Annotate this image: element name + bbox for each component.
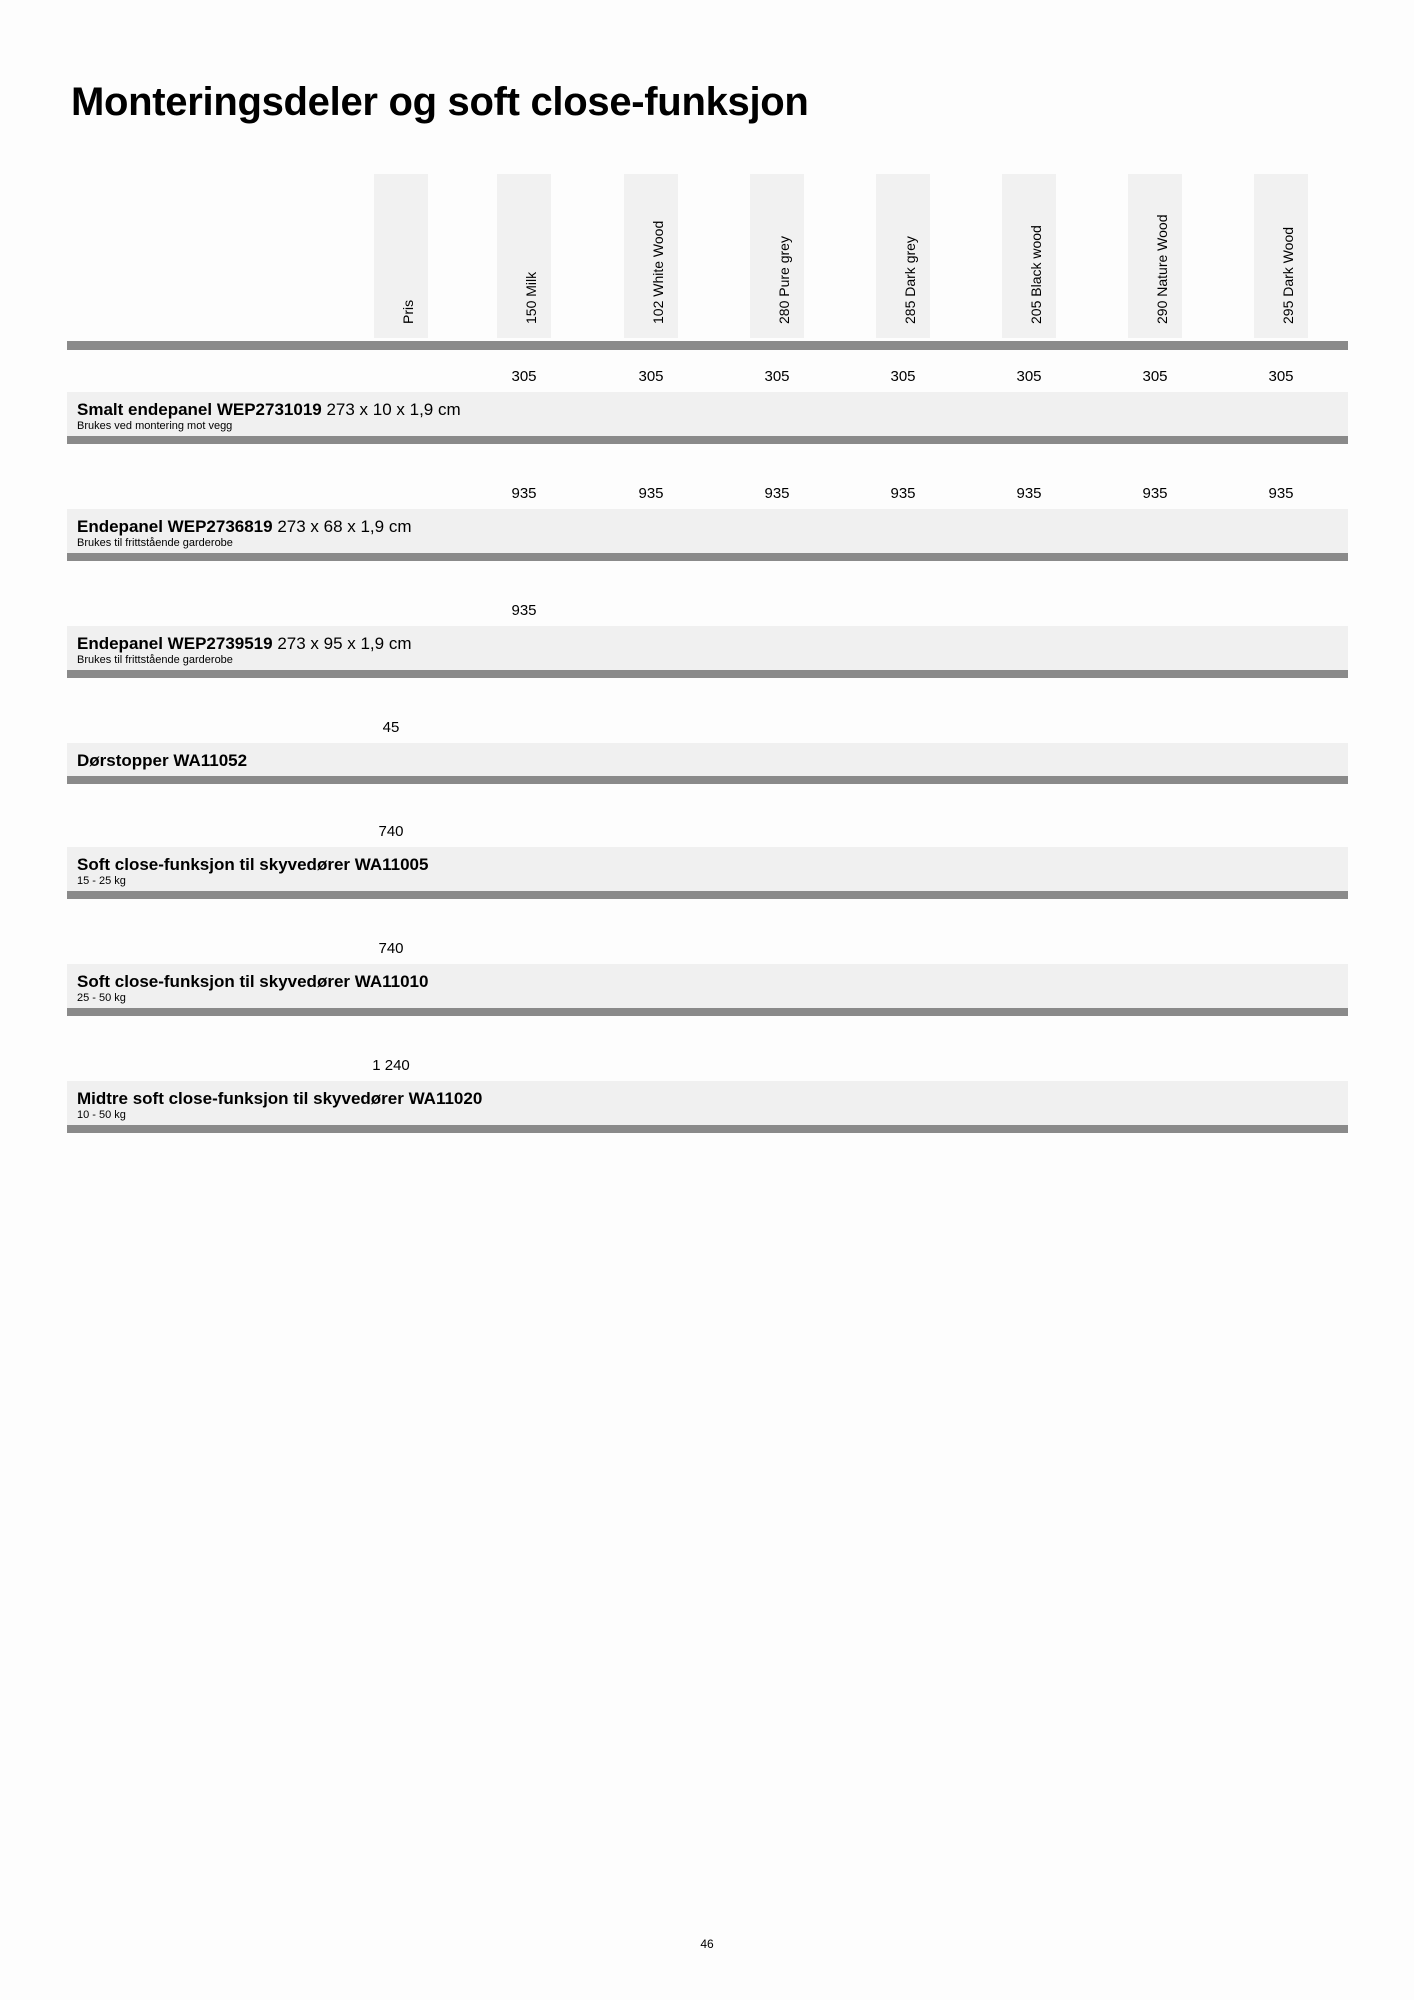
price-cell: 935 — [1268, 485, 1294, 502]
price-cell: 935 — [764, 485, 790, 502]
column-header-label: 280 Pure grey — [776, 236, 792, 324]
price-cell: 935 — [1016, 485, 1042, 502]
column-header — [374, 174, 428, 338]
price-cell: 740 — [378, 823, 404, 840]
price-cell: 305 — [1268, 368, 1294, 385]
product-block — [67, 940, 1348, 1057]
product-name-line — [77, 855, 428, 875]
product-name: Midtre soft close-funksjon til skyvedører WA11020 — [77, 1089, 483, 1108]
product-name: Endepanel WEP2739519 — [77, 634, 273, 653]
product-row — [67, 847, 1348, 899]
product-row — [67, 743, 1348, 784]
product-name: Soft close-funksjon til skyvedører WA11005 — [77, 855, 429, 874]
product-name: Endepanel WEP2736819 — [77, 517, 273, 536]
column-header — [1254, 174, 1308, 338]
product-block — [67, 485, 1348, 602]
product-row — [67, 964, 1348, 1016]
product-block — [67, 823, 1348, 940]
page-title: Monteringsdeler og soft close-funksjon — [71, 80, 809, 124]
column-header — [624, 174, 678, 338]
product-row — [67, 509, 1348, 561]
product-description: 10 - 50 kg — [77, 1109, 126, 1121]
column-header-label: Pris — [400, 299, 416, 324]
column-header — [1128, 174, 1182, 338]
price-cell: 45 — [382, 719, 400, 736]
page-number: 46 — [700, 1937, 714, 1951]
header-divider — [67, 341, 1348, 350]
price-cell: 305 — [1142, 368, 1168, 385]
product-description: 15 - 25 kg — [77, 875, 126, 887]
product-block — [67, 719, 1348, 836]
product-name: Soft close-funksjon til skyvedører WA11010 — [77, 972, 429, 991]
column-header-label: 150 Milk — [523, 271, 539, 324]
price-cell: 305 — [764, 368, 790, 385]
column-header-label: 290 Nature Wood — [1154, 214, 1170, 324]
product-block — [67, 368, 1348, 485]
column-header — [497, 174, 551, 338]
column-header-label: 285 Dark grey — [902, 236, 918, 324]
column-header-label: 102 White Wood — [650, 220, 666, 324]
price-cell: 305 — [511, 368, 537, 385]
price-cell: 305 — [638, 368, 664, 385]
price-cell: 935 — [1142, 485, 1168, 502]
product-name-line — [77, 634, 412, 654]
price-cell: 935 — [890, 485, 916, 502]
product-row — [67, 392, 1348, 444]
product-name-line — [77, 1089, 482, 1109]
product-row — [67, 626, 1348, 678]
product-block — [67, 1057, 1348, 1174]
product-name-line — [77, 751, 247, 771]
product-block — [67, 602, 1348, 719]
column-header — [1002, 174, 1056, 338]
column-header — [750, 174, 804, 338]
price-cell: 935 — [638, 485, 664, 502]
product-row — [67, 1081, 1348, 1133]
product-description: Brukes til frittstående garderobe — [77, 537, 233, 549]
product-name-line — [77, 517, 412, 537]
product-dimensions: 273 x 10 x 1,9 cm — [321, 400, 461, 419]
price-cell: 740 — [378, 940, 404, 957]
price-cell: 935 — [511, 485, 537, 502]
price-cell: 1 240 — [372, 1057, 410, 1074]
product-name-line — [77, 400, 461, 420]
column-header — [876, 174, 930, 338]
product-dimensions: 273 x 95 x 1,9 cm — [272, 634, 412, 653]
column-header-label: 205 Black wood — [1028, 225, 1044, 324]
product-description: Brukes til frittstående garderobe — [77, 654, 233, 666]
price-cell: 935 — [511, 602, 537, 619]
product-dimensions: 273 x 68 x 1,9 cm — [272, 517, 412, 536]
product-description: 25 - 50 kg — [77, 992, 126, 1004]
price-cell: 305 — [890, 368, 916, 385]
product-description: Brukes ved montering mot vegg — [77, 420, 233, 432]
product-name: Dørstopper WA11052 — [77, 751, 248, 770]
product-name: Smalt endepanel WEP2731019 — [77, 400, 322, 419]
product-name-line — [77, 972, 428, 992]
price-cell: 305 — [1016, 368, 1042, 385]
column-header-label: 295 Dark Wood — [1280, 226, 1296, 324]
